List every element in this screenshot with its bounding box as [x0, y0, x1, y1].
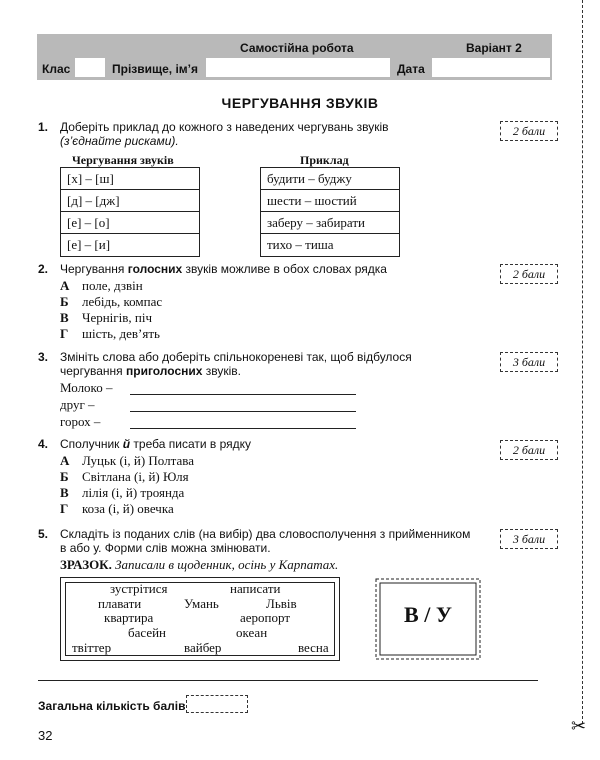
- task4-text: Сполучник й треба писати в рядку: [60, 437, 252, 451]
- task3-word: горох –: [60, 414, 101, 429]
- alternations-header: Чергування звуків: [72, 153, 174, 167]
- word-item: Умань: [184, 596, 219, 611]
- task4-option-c[interactable]: В лілія (і, й) троянда: [60, 485, 185, 500]
- word-item: басейн: [128, 625, 166, 640]
- task5-score: 3 бали: [500, 529, 558, 549]
- name-label: Прізвище, ім’я: [112, 62, 199, 76]
- alternation-cell[interactable]: [е] – [о]: [61, 212, 199, 234]
- task3-text-2: чергування приголосних звуків.: [60, 364, 241, 378]
- task1-number: 1.: [38, 120, 49, 134]
- header-variant: Варіант 2: [466, 41, 522, 55]
- answer-line[interactable]: [130, 411, 356, 412]
- task2-option-b[interactable]: Б лебідь, компас: [60, 294, 163, 309]
- task1-text-2: (з’єднайте рисками).: [60, 134, 179, 148]
- word-item: вайбер: [184, 640, 222, 655]
- answer-line[interactable]: [130, 394, 356, 395]
- task4-option-d[interactable]: Г коза (і, й) овечка: [60, 501, 174, 516]
- task4-number: 4.: [38, 437, 49, 451]
- examples-table: [260, 167, 400, 257]
- alternations-table: [60, 167, 200, 257]
- date-field[interactable]: [432, 58, 550, 77]
- task2-score: 2 бали: [500, 264, 558, 284]
- task3-text: Змініть слова або доберіть спільнокореневі так, щоб відбулося: [60, 350, 412, 364]
- task3-score: 3 бали: [500, 352, 558, 372]
- class-field[interactable]: [75, 58, 105, 77]
- total-field[interactable]: [186, 695, 248, 713]
- example-cell[interactable]: заберу – забирати: [261, 212, 399, 234]
- word-item: написати: [230, 581, 281, 596]
- header-title: Самостійна робота: [240, 41, 354, 55]
- task4-option-a[interactable]: А Луцьк (і, й) Полтава: [60, 453, 194, 468]
- example-cell[interactable]: шести – шостий: [261, 190, 399, 212]
- task5-number: 5.: [38, 527, 49, 541]
- page-number: 32: [38, 728, 53, 743]
- word-item: твіттер: [72, 640, 112, 655]
- task2-number: 2.: [38, 262, 49, 276]
- task2-option-c[interactable]: В Чернігів, піч: [60, 310, 152, 325]
- word-item: зустрітися: [110, 581, 168, 596]
- task2-text: Чергування голосних звуків можливе в обох словах рядка: [60, 262, 387, 276]
- task1-text: Доберіть приклад до кожного з наведених чергувань звуків: [60, 120, 389, 134]
- word-item: весна: [298, 640, 329, 655]
- word-item: аеропорт: [240, 610, 291, 625]
- task4-score: 2 бали: [500, 440, 558, 460]
- scissors-icon: ✂: [571, 716, 587, 736]
- alternation-cell[interactable]: [д] – [дж]: [61, 190, 199, 212]
- task3-word: друг –: [60, 397, 95, 412]
- word-item: Львів: [266, 596, 297, 611]
- examples-header: Приклад: [300, 153, 349, 167]
- task2-option-d[interactable]: Г шість, дев’ять: [60, 326, 160, 341]
- example-cell[interactable]: будити – буджу: [261, 168, 399, 190]
- sample: ЗРАЗОК. Записали в щоденник, осінь у Карпатах.: [60, 557, 339, 572]
- alternation-cell[interactable]: [х] – [ш]: [61, 168, 199, 190]
- answer-line[interactable]: [130, 428, 356, 429]
- name-field[interactable]: [206, 58, 390, 77]
- class-label: Клас: [42, 62, 71, 76]
- task4-option-b[interactable]: Б Світлана (і, й) Юля: [60, 469, 189, 484]
- task1-score: 2 бали: [500, 121, 558, 141]
- alternation-cell[interactable]: [е] – [и]: [67, 237, 111, 252]
- word-item: плавати: [98, 596, 142, 611]
- main-title: ЧЕРГУВАННЯ ЗВУКІВ: [221, 95, 379, 111]
- task5-text: Складіть із поданих слів (на вибір) два словосполучення з прийменником: [60, 527, 471, 541]
- task3-word: Молоко –: [60, 380, 113, 395]
- word-item: квартира: [104, 610, 154, 625]
- date-label: Дата: [397, 62, 425, 76]
- example-cell[interactable]: тихо – тиша: [267, 237, 334, 252]
- answer-line[interactable]: [38, 680, 538, 681]
- task5-text-2: в або у. Форми слів можна змінювати.: [60, 541, 271, 555]
- total-label: Загальна кількість балів: [38, 699, 186, 713]
- word-item: океан: [236, 625, 268, 640]
- task2-option-a[interactable]: А поле, дзвін: [60, 278, 143, 293]
- task3-number: 3.: [38, 350, 49, 364]
- stamp-text: В / У: [404, 602, 452, 627]
